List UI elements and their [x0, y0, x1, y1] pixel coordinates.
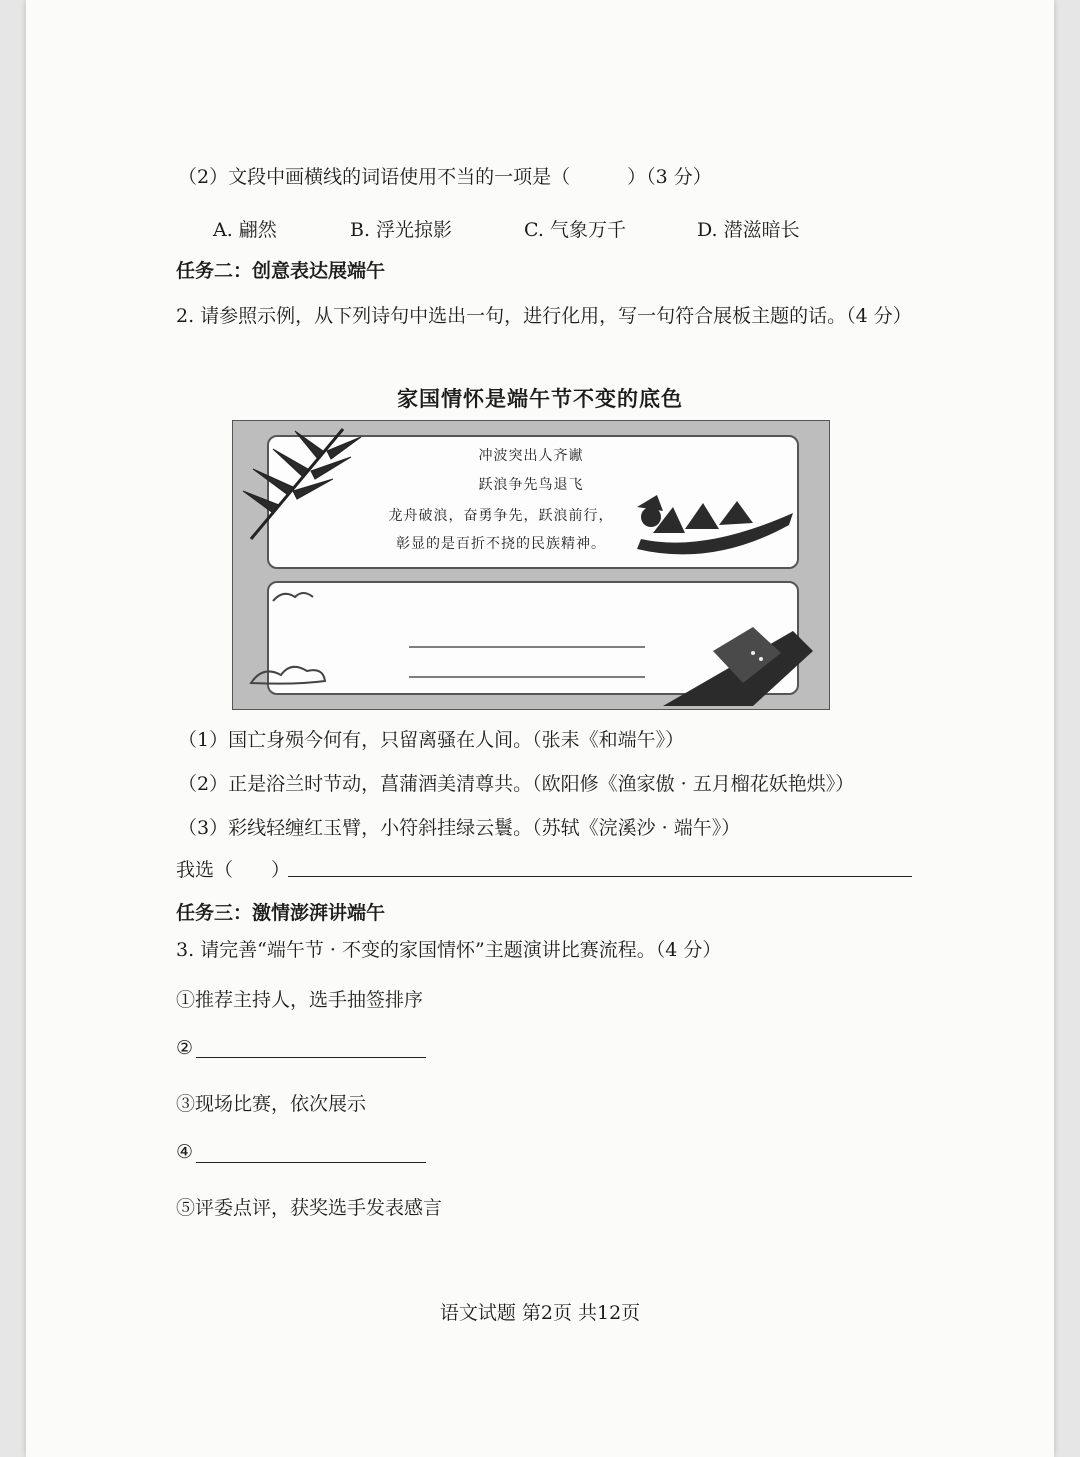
option-b: B. 浮光掠影 [350, 219, 453, 241]
exhibit-board [232, 420, 830, 710]
board-poem-line-2: 跃浪争先鸟退飞 [478, 477, 584, 493]
question2-prompt: 2. 请参照示例，从下列诗句中选出一句，进行化用，写一句符合展板主题的话。（4 分） [176, 305, 912, 327]
step-5: ⑤评委点评，获奖选手发表感言 [176, 1197, 443, 1219]
step-4-answer-line[interactable] [196, 1162, 426, 1163]
poem-option-1: （1）国亡身殒今何有，只留离骚在人间。（张耒《和端午》） [178, 729, 685, 751]
poem-option-2: （2）正是浴兰时节动，菖蒲酒美清尊共。（欧阳修《渔家傲 · 五月榴花妖艳烘》） [178, 773, 855, 795]
option-d: D. 潜滋暗长 [697, 219, 800, 241]
poem-option-3: （3）彩线轻缠红玉臂，小符斜挂绿云鬟。（苏轼《浣溪沙 · 端午》） [178, 817, 741, 839]
cloud-motif-icon [251, 593, 325, 684]
board-example-line-1: 龙舟破浪，奋勇争先，跃浪前行， [388, 508, 614, 524]
step-3: ③现场比赛，依次展示 [176, 1093, 367, 1115]
step-2: ② [176, 1037, 194, 1059]
board-poem-line-1: 冲波突出人齐谳 [478, 448, 584, 464]
step-2-answer-line[interactable] [196, 1057, 426, 1058]
task3-title: 任务三：激情澎湃讲端午 [176, 902, 386, 924]
choose-answer-line[interactable] [288, 876, 912, 877]
task2-title: 任务二：创意表达展端午 [176, 260, 386, 282]
step-1: ①推荐主持人，选手抽签排序 [176, 989, 424, 1011]
board-example-line-2: 彰显的是百折不挠的民族精神。 [396, 536, 606, 552]
choose-label: 我选（ ） [176, 859, 291, 881]
board-title: 家国情怀是端午节不变的底色 [397, 386, 683, 411]
question3-prompt: 3. 请完善“端午节 · 不变的家国情怀”主题演讲比赛流程。（4 分） [176, 939, 722, 961]
zongzi-icon [663, 627, 813, 706]
step-4: ④ [176, 1141, 194, 1163]
option-c: C. 气象万千 [524, 219, 626, 241]
question-2-sub: （2）文段中画横线的词语使用不当的一项是（ ）（3 分） [178, 166, 712, 188]
page-footer: 语文试题 第2页 共12页 [439, 1302, 641, 1324]
option-a: A. 翩然 [213, 219, 277, 241]
